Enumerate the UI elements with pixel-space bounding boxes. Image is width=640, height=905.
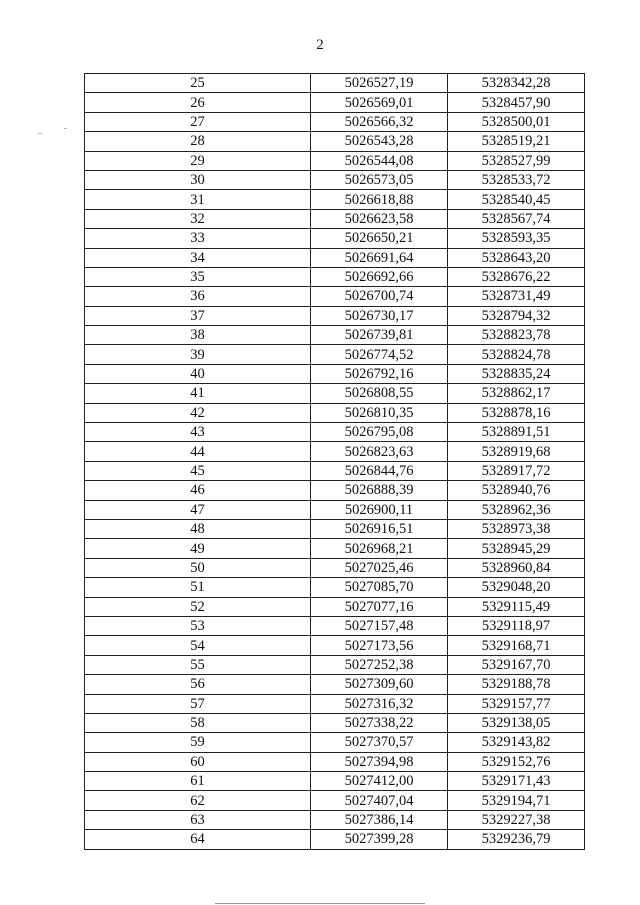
table-row	[85, 170, 585, 189]
x-coordinate-cell: 5027394,98	[311, 752, 448, 771]
y-coordinate-cell: 5328643,20	[448, 248, 585, 267]
y-coordinate-cell: 5328527,99	[448, 151, 585, 170]
x-coordinate-cell: 5026618,88	[311, 190, 448, 209]
x-coordinate-cell: 5027309,60	[311, 675, 448, 694]
point-number-cell: 28	[85, 132, 311, 151]
table-row	[85, 791, 585, 810]
x-coordinate-cell: 5027252,38	[311, 655, 448, 674]
x-coordinate-cell: 5026739,81	[311, 326, 448, 345]
table-row	[85, 306, 585, 325]
table-row	[85, 713, 585, 732]
x-coordinate-cell: 5026527,19	[311, 74, 448, 93]
table-row	[85, 442, 585, 461]
y-coordinate-cell: 5328519,21	[448, 132, 585, 151]
y-coordinate-cell: 5328919,68	[448, 442, 585, 461]
point-number-cell: 57	[85, 694, 311, 713]
table-row	[85, 403, 585, 422]
x-coordinate-cell: 5027316,32	[311, 694, 448, 713]
x-coordinate-cell: 5027025,46	[311, 558, 448, 577]
point-number-cell: 62	[85, 791, 311, 810]
y-coordinate-cell: 5329168,71	[448, 636, 585, 655]
point-number-cell: 36	[85, 287, 311, 306]
x-coordinate-cell: 5027077,16	[311, 597, 448, 616]
y-coordinate-cell: 5329171,43	[448, 772, 585, 791]
y-coordinate-cell: 5329143,82	[448, 733, 585, 752]
x-coordinate-cell: 5026808,55	[311, 384, 448, 403]
point-number-cell: 53	[85, 616, 311, 635]
x-coordinate-cell: 5026916,51	[311, 519, 448, 538]
x-coordinate-cell: 5026543,28	[311, 132, 448, 151]
point-number-cell: 47	[85, 500, 311, 519]
y-coordinate-cell: 5328567,74	[448, 209, 585, 228]
table-row	[85, 229, 585, 248]
point-number-cell: 43	[85, 423, 311, 442]
x-coordinate-cell: 5027173,56	[311, 636, 448, 655]
point-number-cell: 32	[85, 209, 311, 228]
y-coordinate-cell: 5328973,38	[448, 519, 585, 538]
x-coordinate-cell: 5026795,08	[311, 423, 448, 442]
y-coordinate-cell: 5328824,78	[448, 345, 585, 364]
x-coordinate-cell: 5026544,08	[311, 151, 448, 170]
table-row	[85, 636, 585, 655]
point-number-cell: 29	[85, 151, 311, 170]
x-coordinate-cell: 5027085,70	[311, 578, 448, 597]
y-coordinate-cell: 5329167,70	[448, 655, 585, 674]
point-number-cell: 40	[85, 364, 311, 383]
table-row	[85, 248, 585, 267]
table-row	[85, 74, 585, 93]
table-row	[85, 93, 585, 112]
point-number-cell: 39	[85, 345, 311, 364]
point-number-cell: 50	[85, 558, 311, 577]
x-coordinate-cell: 5027407,04	[311, 791, 448, 810]
point-number-cell: 25	[85, 74, 311, 93]
y-coordinate-cell: 5328533,72	[448, 170, 585, 189]
y-coordinate-cell: 5329152,76	[448, 752, 585, 771]
x-coordinate-cell: 5026774,52	[311, 345, 448, 364]
point-number-cell: 60	[85, 752, 311, 771]
x-coordinate-cell: 5027399,28	[311, 830, 448, 849]
point-number-cell: 51	[85, 578, 311, 597]
table-row	[85, 597, 585, 616]
y-coordinate-cell: 5328917,72	[448, 461, 585, 480]
point-number-cell: 61	[85, 772, 311, 791]
y-coordinate-cell: 5329194,71	[448, 791, 585, 810]
x-coordinate-cell: 5026888,39	[311, 481, 448, 500]
y-coordinate-cell: 5329157,77	[448, 694, 585, 713]
table-row	[85, 578, 585, 597]
y-coordinate-cell: 5329138,05	[448, 713, 585, 732]
y-coordinate-cell: 5328676,22	[448, 267, 585, 286]
table-row	[85, 287, 585, 306]
table-row	[85, 733, 585, 752]
table-row	[85, 539, 585, 558]
x-coordinate-cell: 5026810,35	[311, 403, 448, 422]
x-coordinate-cell: 5026569,01	[311, 93, 448, 112]
y-coordinate-cell: 5328593,35	[448, 229, 585, 248]
y-coordinate-cell: 5328731,49	[448, 287, 585, 306]
x-coordinate-cell: 5027157,48	[311, 616, 448, 635]
point-number-cell: 58	[85, 713, 311, 732]
y-coordinate-cell: 5328835,24	[448, 364, 585, 383]
x-coordinate-cell: 5026900,11	[311, 500, 448, 519]
x-coordinate-cell: 5027370,57	[311, 733, 448, 752]
scan-speck	[64, 128, 67, 129]
table-row	[85, 558, 585, 577]
page-number: 2	[316, 37, 324, 53]
x-coordinate-cell: 5026700,74	[311, 287, 448, 306]
point-number-cell: 55	[85, 655, 311, 674]
y-coordinate-cell: 5328878,16	[448, 403, 585, 422]
table-row	[85, 655, 585, 674]
point-number-cell: 34	[85, 248, 311, 267]
x-coordinate-cell: 5026792,16	[311, 364, 448, 383]
y-coordinate-cell: 5329118,97	[448, 616, 585, 635]
point-number-cell: 41	[85, 384, 311, 403]
table-row	[85, 384, 585, 403]
y-coordinate-cell: 5328794,32	[448, 306, 585, 325]
x-coordinate-cell: 5027386,14	[311, 810, 448, 829]
y-coordinate-cell: 5329115,49	[448, 597, 585, 616]
x-coordinate-cell: 5027412,00	[311, 772, 448, 791]
table-row	[85, 209, 585, 228]
x-coordinate-cell: 5026650,21	[311, 229, 448, 248]
point-number-cell: 42	[85, 403, 311, 422]
point-number-cell: 38	[85, 326, 311, 345]
point-number-cell: 30	[85, 170, 311, 189]
y-coordinate-cell: 5328960,84	[448, 558, 585, 577]
table-row	[85, 694, 585, 713]
x-coordinate-cell: 5026968,21	[311, 539, 448, 558]
table-row	[85, 481, 585, 500]
table-row	[85, 830, 585, 849]
x-coordinate-cell: 5026730,17	[311, 306, 448, 325]
y-coordinate-cell: 5328540,45	[448, 190, 585, 209]
point-number-cell: 52	[85, 597, 311, 616]
y-coordinate-cell: 5329048,20	[448, 578, 585, 597]
table-row	[85, 190, 585, 209]
point-number-cell: 59	[85, 733, 311, 752]
y-coordinate-cell: 5328962,36	[448, 500, 585, 519]
y-coordinate-cell: 5329227,38	[448, 810, 585, 829]
x-coordinate-cell: 5026691,64	[311, 248, 448, 267]
table-row	[85, 423, 585, 442]
y-coordinate-cell: 5328945,29	[448, 539, 585, 558]
table-row	[85, 267, 585, 286]
x-coordinate-cell: 5026844,76	[311, 461, 448, 480]
table-row	[85, 810, 585, 829]
table-row	[85, 675, 585, 694]
y-coordinate-cell: 5328940,76	[448, 481, 585, 500]
point-number-cell: 26	[85, 93, 311, 112]
y-coordinate-cell: 5328342,28	[448, 74, 585, 93]
x-coordinate-cell: 5026623,58	[311, 209, 448, 228]
point-number-cell: 33	[85, 229, 311, 248]
point-number-cell: 27	[85, 112, 311, 131]
x-coordinate-cell: 5026823,63	[311, 442, 448, 461]
point-number-cell: 45	[85, 461, 311, 480]
table-row	[85, 345, 585, 364]
point-number-cell: 54	[85, 636, 311, 655]
coordinates-table	[84, 73, 585, 850]
point-number-cell: 35	[85, 267, 311, 286]
point-number-cell: 49	[85, 539, 311, 558]
table-row	[85, 500, 585, 519]
point-number-cell: 64	[85, 830, 311, 849]
point-number-cell: 37	[85, 306, 311, 325]
y-coordinate-cell: 5329236,79	[448, 830, 585, 849]
point-number-cell: 31	[85, 190, 311, 209]
table-row	[85, 151, 585, 170]
table-row	[85, 752, 585, 771]
coordinates-table-body	[85, 74, 585, 850]
scan-speck	[38, 133, 42, 134]
table-row	[85, 616, 585, 635]
table-row	[85, 112, 585, 131]
x-coordinate-cell: 5027338,22	[311, 713, 448, 732]
x-coordinate-cell: 5026573,05	[311, 170, 448, 189]
table-row	[85, 519, 585, 538]
point-number-cell: 48	[85, 519, 311, 538]
table-row	[85, 326, 585, 345]
x-coordinate-cell: 5026692,66	[311, 267, 448, 286]
point-number-cell: 44	[85, 442, 311, 461]
table-row	[85, 461, 585, 480]
y-coordinate-cell: 5328862,17	[448, 384, 585, 403]
x-coordinate-cell: 5026566,32	[311, 112, 448, 131]
y-coordinate-cell: 5329188,78	[448, 675, 585, 694]
table-row	[85, 364, 585, 383]
y-coordinate-cell: 5328457,90	[448, 93, 585, 112]
y-coordinate-cell: 5328823,78	[448, 326, 585, 345]
table-row	[85, 772, 585, 791]
point-number-cell: 56	[85, 675, 311, 694]
point-number-cell: 46	[85, 481, 311, 500]
scan-edge-line	[215, 903, 425, 904]
table-row	[85, 132, 585, 151]
point-number-cell: 63	[85, 810, 311, 829]
y-coordinate-cell: 5328500,01	[448, 112, 585, 131]
y-coordinate-cell: 5328891,51	[448, 423, 585, 442]
